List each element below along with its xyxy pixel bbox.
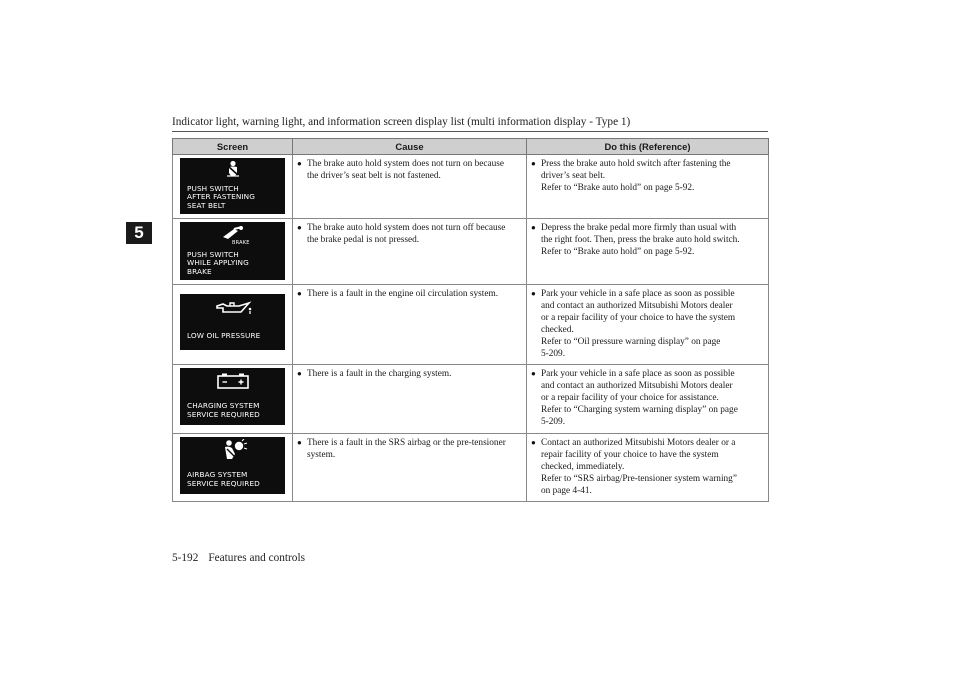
display-line: AFTER FASTENING xyxy=(187,192,255,201)
display-message xyxy=(187,332,260,341)
table-row xyxy=(173,434,769,502)
table-row xyxy=(173,155,769,219)
cause-cell xyxy=(293,434,527,502)
action-cell xyxy=(527,365,769,434)
section-name: Features and controls xyxy=(208,552,305,564)
cause-cell xyxy=(293,285,527,365)
action-text: the right foot. Then, press the brake auto hold switch. xyxy=(541,235,740,245)
display-screen xyxy=(180,294,285,350)
display-line: PUSH SWITCH xyxy=(187,183,239,193)
action-text: Refer to “SRS airbag/Pre-tensioner system warning” xyxy=(541,474,737,484)
column-header-cause: Cause xyxy=(293,139,527,155)
action-text: Refer to “Oil pressure warning display” on page xyxy=(541,337,721,347)
bullet-icon: ● xyxy=(531,369,536,378)
indicator-table xyxy=(172,138,769,502)
display-line: CHARGING SYSTEM xyxy=(187,401,260,410)
cause-text: The brake auto hold system does not turn on because xyxy=(307,159,504,169)
cause-text: system. xyxy=(307,450,336,460)
action-text: and contact an authorized Mitsubishi Motors dealer xyxy=(541,381,733,391)
bullet-icon: ● xyxy=(531,438,536,447)
action-text: Park your vehicle in a safe place as soon as possible xyxy=(541,369,735,379)
action-text: Refer to “Brake auto hold” on page 5-92. xyxy=(541,183,695,193)
display-screen xyxy=(180,437,285,494)
display-line: SERVICE REQUIRED xyxy=(187,478,260,488)
display-line: WHILE APPLYING xyxy=(187,258,249,267)
display-screen xyxy=(180,222,285,280)
screen-cell xyxy=(173,434,293,502)
seatbelt-icon xyxy=(222,160,244,178)
display-message xyxy=(187,471,260,488)
action-cell xyxy=(527,434,769,502)
table-header-row xyxy=(173,139,769,155)
action-text: 5-209. xyxy=(541,349,566,359)
display-line: SERVICE REQUIRED xyxy=(187,409,260,419)
action-text: checked, immediately. xyxy=(541,462,625,472)
page-footer xyxy=(172,552,305,564)
bullet-icon: ● xyxy=(531,159,536,168)
action-text: repair facility of your choice to have the system xyxy=(541,450,719,460)
battery-icon xyxy=(215,372,251,390)
display-line: LOW OIL PRESSURE xyxy=(187,330,261,340)
display-screen xyxy=(180,368,285,425)
display-line: AIRBAG SYSTEM xyxy=(187,470,248,479)
cause-cell xyxy=(293,155,527,219)
bullet-icon: ● xyxy=(297,438,302,447)
column-header-screen: Screen xyxy=(173,139,293,155)
action-cell xyxy=(527,219,769,285)
chapter-tab: 5 xyxy=(126,222,152,244)
brake-label: BRAKE xyxy=(232,240,250,246)
cause-cell xyxy=(293,219,527,285)
display-line: PUSH SWITCH xyxy=(187,249,239,259)
action-text: and contact an authorized Mitsubishi Motors dealer xyxy=(541,301,733,311)
table-row xyxy=(173,219,769,285)
header-rule xyxy=(172,131,768,132)
table-row xyxy=(173,365,769,434)
bullet-icon: ● xyxy=(531,223,536,232)
cause-text: The brake auto hold system does not turn off because xyxy=(307,223,506,233)
display-message xyxy=(187,251,249,277)
screen-cell xyxy=(173,365,293,434)
cause-text: There is a fault in the SRS airbag or the pre-tensioner xyxy=(307,438,506,448)
cause-text: the driver’s seat belt is not fastened. xyxy=(307,171,441,181)
action-text: Park your vehicle in a safe place as soon as possible xyxy=(541,289,735,299)
action-text: 5-209. xyxy=(541,417,566,427)
action-text: or a repair facility of your choice to have the system xyxy=(541,313,736,323)
action-cell xyxy=(527,155,769,219)
oil-can-icon xyxy=(213,299,253,317)
bullet-icon: ● xyxy=(531,289,536,298)
screen-cell xyxy=(173,155,293,219)
action-text: checked. xyxy=(541,325,574,335)
display-screen xyxy=(180,158,285,214)
screen-cell xyxy=(173,285,293,365)
display-line: BRAKE xyxy=(187,266,212,276)
bullet-icon: ● xyxy=(297,289,302,298)
action-cell xyxy=(527,285,769,365)
bullet-icon: ● xyxy=(297,159,302,168)
display-message xyxy=(187,402,260,419)
display-line: SEAT BELT xyxy=(187,200,226,210)
cause-text: There is a fault in the engine oil circulation system. xyxy=(307,289,499,299)
action-text: on page 4-41. xyxy=(541,486,592,496)
action-text: driver’s seat belt. xyxy=(541,171,606,181)
cause-text: the brake pedal is not pressed. xyxy=(307,235,420,245)
bullet-icon: ● xyxy=(297,369,302,378)
screen-cell xyxy=(173,219,293,285)
action-text: or a repair facility of your choice for assistance. xyxy=(541,393,719,403)
action-text: Refer to “Charging system warning display” on page xyxy=(541,405,738,415)
page-number: 5-192 xyxy=(172,552,199,564)
action-text: Depress the brake pedal more firmly than usual with xyxy=(541,223,737,233)
display-message xyxy=(187,185,255,211)
bullet-icon: ● xyxy=(297,223,302,232)
table-row xyxy=(173,285,769,365)
column-header-action: Do this (Reference) xyxy=(527,139,769,155)
cause-text: There is a fault in the charging system. xyxy=(307,369,452,379)
action-text: Contact an authorized Mitsubishi Motors dealer or a xyxy=(541,438,736,448)
page-header-title: Indicator light, warning light, and information screen display list (multi information display - Type 1) xyxy=(172,116,631,128)
action-text: Refer to “Brake auto hold” on page 5-92. xyxy=(541,247,695,257)
cause-cell xyxy=(293,365,527,434)
airbag-icon xyxy=(218,439,248,461)
action-text: Press the brake auto hold switch after fastening the xyxy=(541,159,731,169)
